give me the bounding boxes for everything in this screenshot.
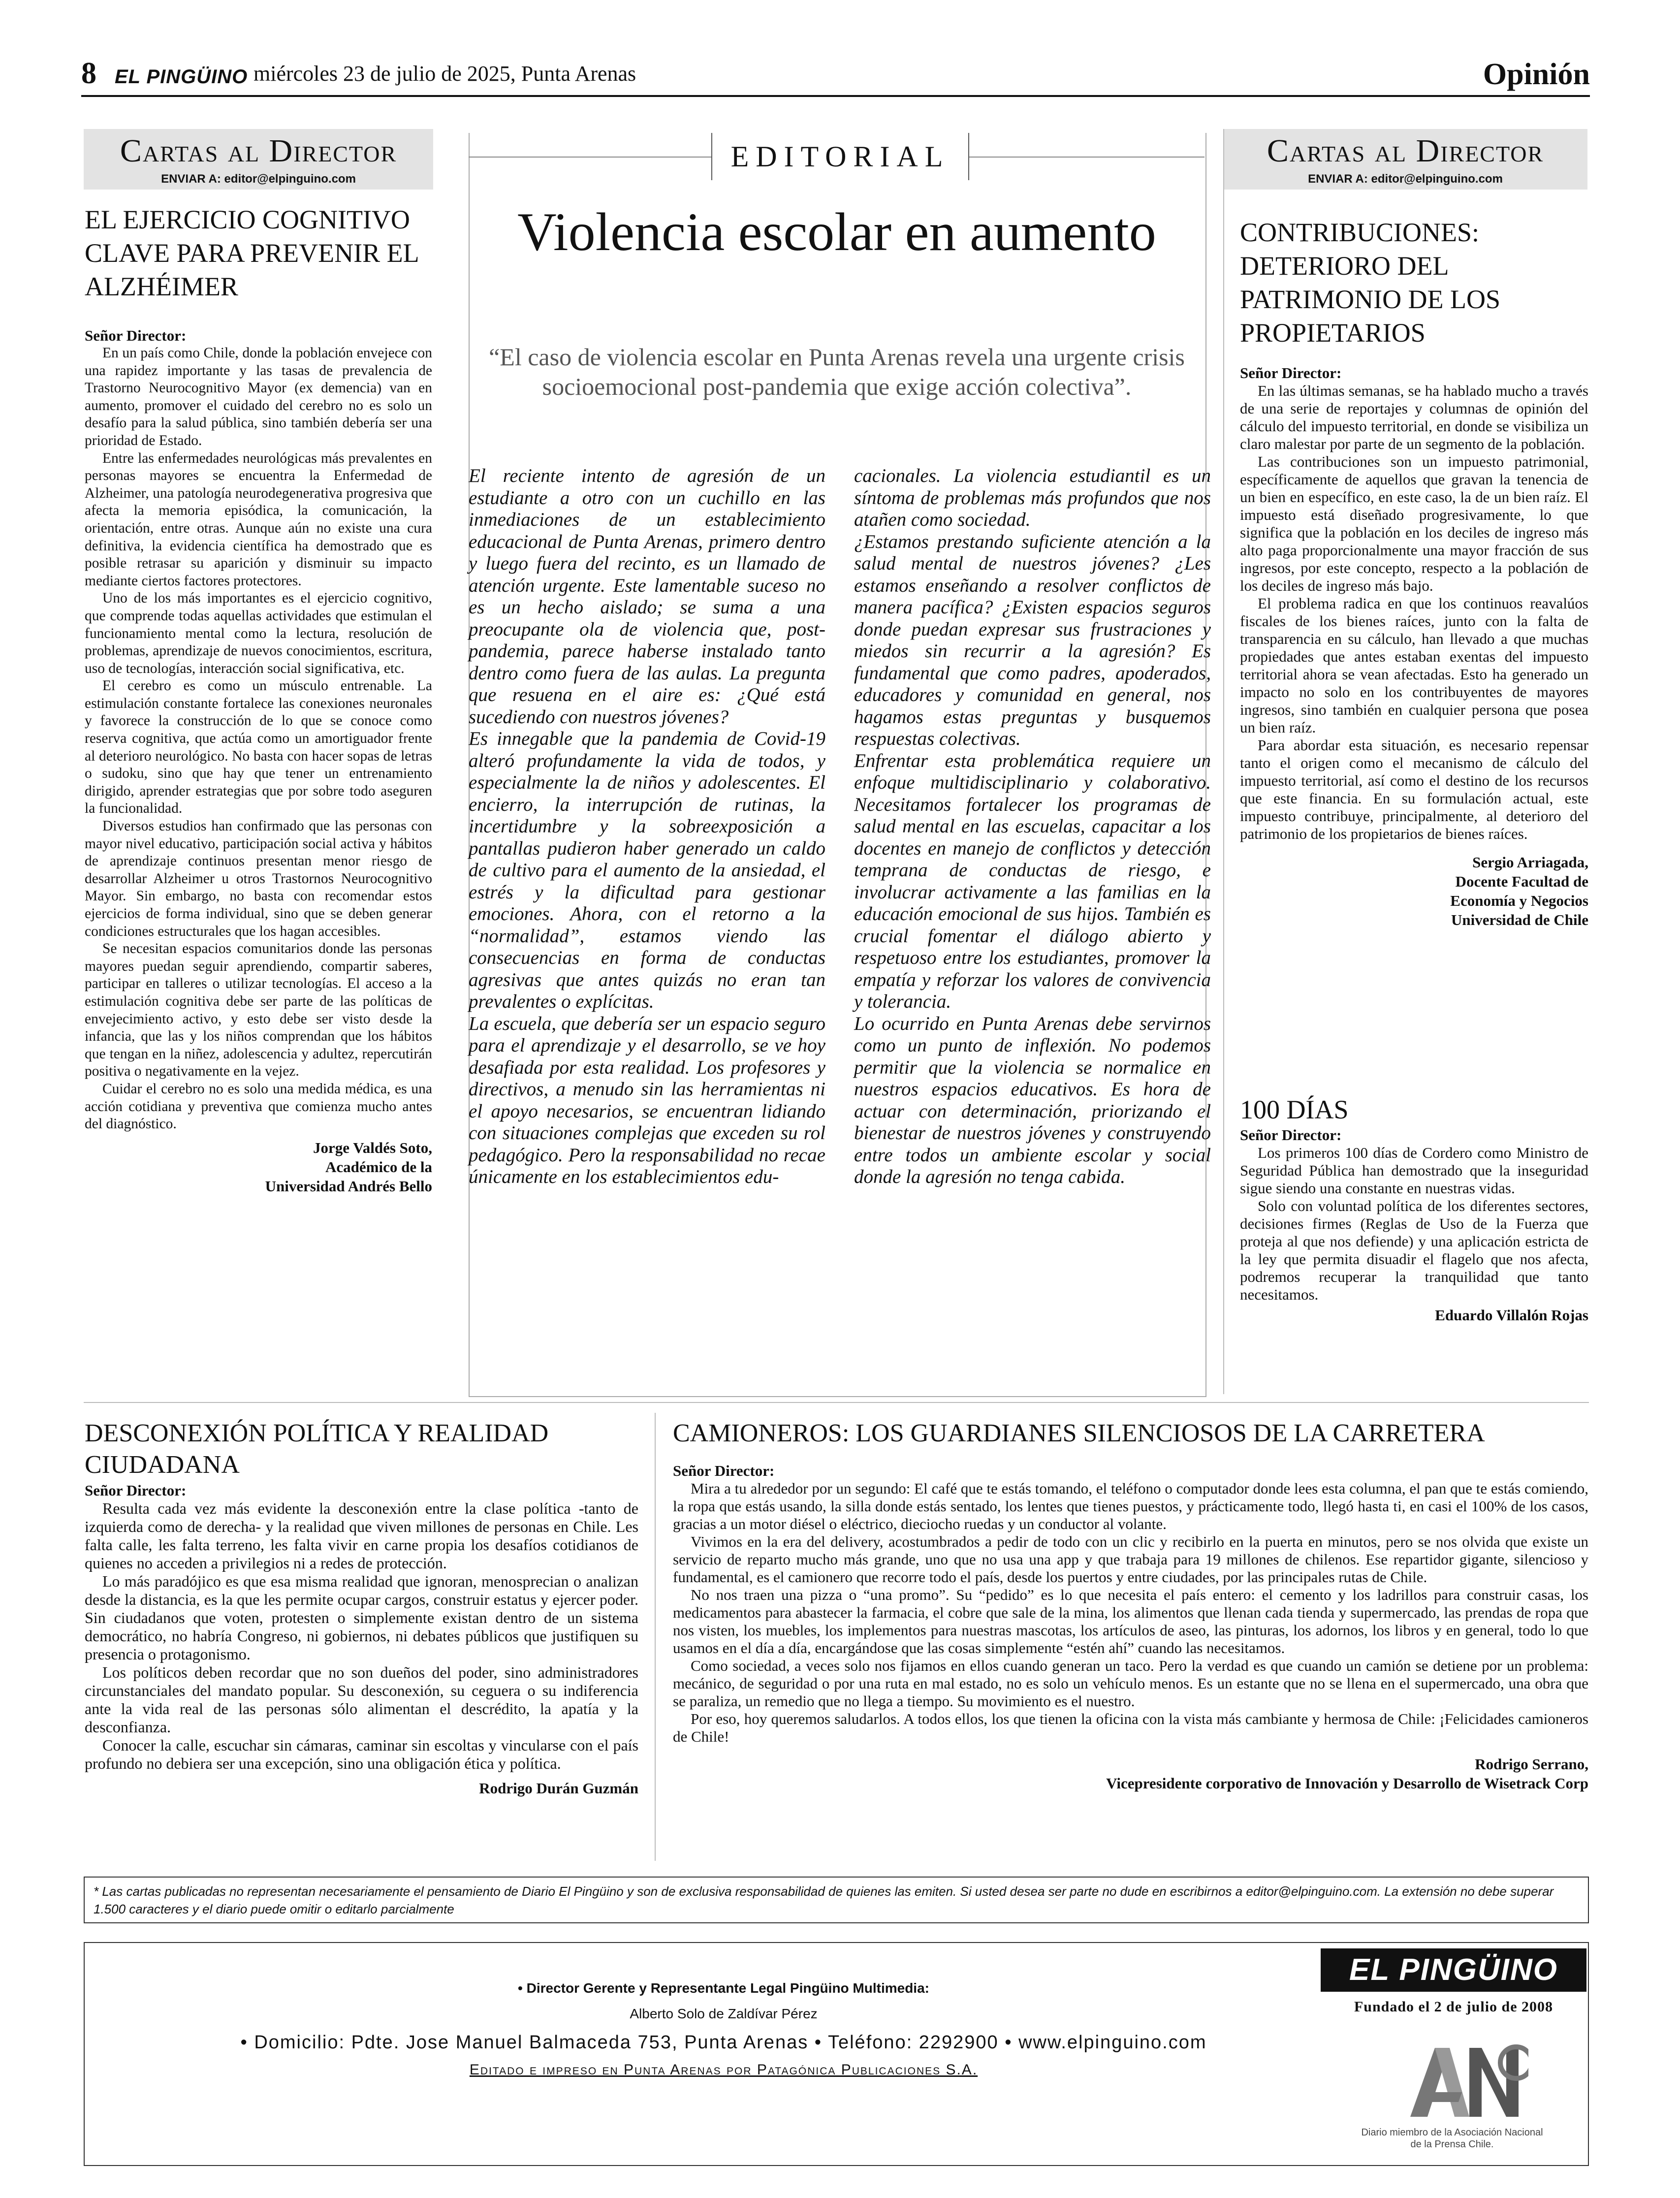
letter-signature: Jorge Valdés Soto, Académico de la Universidad Andrés Bello [265,1139,432,1195]
letter-signature: Sergio Arriagada, Docente Facultad de Economía y Negocios Universidad de Chile [1450,854,1588,928]
masthead-brand: EL PINGÜINO [115,66,248,88]
founded-date: Fundado el 2 de julio de 2008 [1354,1999,1553,2015]
header-rule [81,95,1590,97]
letter-body [85,345,432,1133]
letter-signature: Rodrigo Durán Guzmán [479,1780,638,1797]
paragraph: Como sociedad, a veces solo nos fijamos en ellos cuando generan un taco. Pero la verdad es que cuando un camión se detiene por un problema: mecánico, de seguridad o por una ruta en mal estado, no es solo un vehículo menos. Es un estante que no se llena en el supermercado, una obra que se paraliza, un remedio que no llega a tiempo. Su movimiento es el nuestro. [673,1657,1588,1710]
paragraph: Resulta cada vez más evidente la desconexión entre la clase política -tanto de izquierda como de derecha- y la realidad que viven millones de personas en Chile. Les falta calle, les falta terreno, les falta vivir en carne propia los desafíos cotidianos de quienes no acceden a privilegios ni a redes de protección. [85,1499,638,1572]
letter-heading: DESCONEXIÓN POLÍTICA Y REALIDAD CIUDADANA [85,1419,549,1479]
letter-greeting: Señor Director: [85,1482,187,1499]
letters-box-email: ENVIAR A: editor@elpinguino.com [161,172,356,186]
paragraph: Lo más paradójico es que esa misma realidad que ignoran, menosprecian o analizan desde la distancia, es la que les permite ocupar cargos, construir estatus y ejercer poder. Sin ciudadanos que voten, protesten o simplemente existan dentro de un sistema democrático, no habría Congreso, ni gobiernos, ni debates públicos que justifiquen su presencia o protagonismo. [85,1572,638,1663]
paragraph: cacionales. La violencia estudiantil es un síntoma de problemas más profundos que nos atañen como sociedad. [854,465,1211,530]
letter-heading: CONTRIBUCIONES: DETERIORO DEL PATRIMONIO DE LOS PROPIETARIOS [1240,218,1501,348]
letter-heading: CAMIONEROS: LOS GUARDIANES SILENCIOSOS DE LA CARRETERA [673,1419,1485,1447]
letter-body [85,1499,638,1773]
letter-100-dias [1240,1093,1588,1325]
paragraph: Mira a tu alrededor por un segundo: El café que te estás tomando, el teléfono o computador donde lees esta columna, el pan que te estás comiendo, la ropa que estás usando, la silla donde estás sentado, los lentes que tienes puestos, y prácticamente todo, llegó hasta ti, en casi el 100% de los casos, gracias a un motor diésel o eléctrico, dieciocho ruedas y un conductor al volante. [673,1480,1588,1532]
paragraph: El problema radica en que los continuos reavalúos fiscales de los bienes raíces, junto con la falta de transparencia en su cálculo, han llevado a que muchas propiedades que antes estaban exentas del impuesto territorial ahora se vean afectadas. Esto ha generado un impacto no solo en los contribuyentes de mayores ingresos, sino también en cualquier persona que posea un bien raíz. [1240,595,1588,736]
letter-signature: Rodrigo Serrano, Vicepresidente corporativo de Innovación y Desarrollo de Wisetrack Corp [1106,1755,1588,1792]
letter-greeting: Señor Director: [85,327,187,344]
letter-heading: EL EJERCICIO COGNITIVO CLAVE PARA PREVENIR EL ALZHÉIMER [85,205,418,301]
editorial-title: Violencia escolar en aumento [517,202,1156,262]
letter-signature: Eduardo Villalón Rojas [1435,1306,1588,1324]
section-title: Opinión [1483,58,1590,91]
editorial-label: EDITORIAL [711,133,969,180]
paragraph: La escuela, que debería ser un espacio seguro para el aprendizaje y el desarrollo, se ve hoy desafiada por esta realidad. Los profesores y directivos, a menudo sin las herramientas ni el apoyo necesarios, se encuentran lidiando con situaciones complejas que exceden su rol pedagógico. Pero la responsabilidad no recae únicamente en los establecimientos edu- [469,1013,825,1187]
paragraph: Es innegable que la pandemia de Covid-19 alteró profundamente la vida de todos, y especialmente la de niños y adolescentes. El encierro, la interrupción de rutinas, la incertidumbre y la sobreexposición a pantallas pudieron haber generado un caldo de cultivo para el aumento de la ansiedad, el estrés y la dificultad para gestionar emociones. Ahora, con el retorno a la “normalidad”, estamos viendo las consecuencias en forma de conductas agresivas que antes quizás no eran tan prevalentes o explícitas. [469,728,825,1012]
paragraph: Por eso, hoy queremos saludarlos. A todos ellos, los que tienen la oficina con la vista más cambiante y hermosa de Chile: ¡Felicidades camioneros de Chile! [673,1710,1588,1745]
letter-alzheimer [85,203,432,1196]
anp-caption: Diario miembro de la Asociación Nacional de la Prensa Chile. [1361,2127,1543,2150]
letter-greeting: Señor Director: [1240,1126,1342,1144]
letters-disclaimer: * Las cartas publicadas no representan necesariamente el pensamiento de Diario El Pingüino y son de exclusiva responsabilidad de quienes las emiten. Si usted desea ser parte no dude en escribirnos a editor@elpinguino.com. La extensión no debe superar 1.500 caracteres y el diario puede omitir o editarlo parcialmente [84,1877,1589,1923]
letters-box-right [1223,129,1587,190]
column-rule [655,1413,656,1861]
paragraph: Conocer la calle, escuchar sin cámaras, caminar sin escoltas y vincularse con el país profundo no debiera ser una excepción, sino una obligación ética y política. [85,1736,638,1772]
address-line: • Domicilio: Pdte. Jose Manuel Balmaceda 753, Punta Arenas • Teléfono: 2292900 • www.elpinguino.com [240,2032,1207,2053]
paragraph: Diversos estudios han confirmado que las personas con mayor nivel educativo, participación social activa y hábitos de aprendizaje continuos presentan menor riesgo de desarrollar Alzheimer u otros Trastornos Neurocognitivo Mayor. Sin embargo, no basta con recomendar estos ejercicios de forma individual, sino que se deben generar condiciones estructurales que los hagan accesibles. [85,818,432,939]
letter-body [673,1480,1588,1746]
paragraph: Cuidar el cerebro no es solo una medida médica, es una acción cotidiana y preventiva que comienza mucho antes del diagnóstico. [85,1081,432,1132]
dateline: miércoles 23 de julio de 2025, Punta Arenas [254,62,636,86]
letters-box-title: Cartas al Director [1267,133,1544,169]
column-rule [1223,129,1224,1394]
paragraph: Entre las enfermedades neurológicas más prevalentes en personas mayores se encuentra la Enfermedad de Alzheimer, una patología neurodegenerativa progresiva que afecta la memoria episódica, la comunicación, la orientación, entre otras. Aunque aún no existe una cura definitiva, la evidencia científica ha demostrado que es posible retrasar su aparición y disminuir su impacto mediante ciertos factores protectores. [85,450,432,589]
letters-box-title: Cartas al Director [120,133,397,169]
editorial-pull-quote: “El caso de violencia escolar en Punta Arenas revela una urgente crisis socioemocional post-pandemia que exige acción colectiva”. [489,343,1185,400]
paragraph: El cerebro es como un músculo entrenable. La estimulación constante fortalece las conexiones neuronales y favorece la construcción de lo que se conoce como reserva cognitiva, que actúa como un amortiguador frente al deterioro neurológico. No basta con hacer sopas de letras o sudoku, sino que hay que tener un entrenamiento dirigido, aprender estrategias que por sobre todo aseguren la funcionalidad. [85,678,432,817]
paragraph: No nos traen una pizza o “una promo”. Su “pedido” es lo que necesita el país entero: el cemento y los ladrillos para construir casas, los medicamentos para abastecer la farmacia, el cobre que sale de la mina, los alimentos que llenan cada tienda y supermercado, las prendas de ropa que nos visten, los muebles, los implementos para nuestras mascotas, los artículos de aseo, las pinturas, los adornos, los libros y en general, todo lo que usamos en el día a día, encargándose que las cosas simplemente “estén ahí” cuando las necesitamos. [673,1586,1588,1656]
anp-logo-icon [1400,2038,1528,2122]
letters-box-email: ENVIAR A: editor@elpinguino.com [1308,172,1503,186]
paragraph: ¿Estamos prestando suficiente atención a la salud mental de nuestros jóvenes? ¿Les estamos enseñando a resolver conflictos de manera pacífica? ¿Existen espacios seguros donde puedan expresar sus frustraciones y miedos sin recurrir a la agresión? Es fundamental que como padres, apoderados, educadores y comunidad en general, nos hagamos estas preguntas y busquemos respuestas colectivas. [854,531,1211,749]
paragraph: En un país como Chile, donde la población envejece con una rapidez importante y las tasas de prevalencia de Trastorno Neurocognitivo Mayor (ex demencia) van en aumento, promover el cuidado del cerebro no es solo un desafío para la salud pública, sino también debería ser una prioridad de Estado. [85,345,432,448]
paragraph: Solo con voluntad política de los diferentes sectores, decisiones firmes (Reglas de Uso de la Fuerza que proteja al que nos defiende) y una aplicación estricta de la ley que permita disuadir el flagelo que nos afecta, podremos recuperar la tranquilidad que tanto necesitamos. [1240,1197,1588,1303]
pinguino-logo: EL PINGÜINO [1321,1948,1586,1992]
paragraph: El reciente intento de agresión de un estudiante a otro con un cuchillo en las inmediaciones de un establecimiento educacional de Punta Arenas, primero dentro y luego fuera del recinto, es un llamado de atención urgente. Este lamentable suceso no es un hecho aislado; se suma a una preocupante ola de violencia que, post-pandemia, parece haberse instalado tanto dentro como fuera de las aulas. La pregunta que resuena en el aire es: ¿Qué está sucediendo con nuestros jóvenes? [469,465,825,728]
paragraph: Los políticos deben recordar que no son dueños del poder, sino administradores circunstanciales del mandato popular. Su desconexión, su ceguera o su indiferencia ante la vida real de las personas sólo alimentan el descrédito, la apatía y la desconfianza. [85,1663,638,1736]
letter-body [1240,1144,1588,1304]
letter-greeting: Señor Director: [673,1462,775,1479]
paragraph: Se necesitan espacios comunitarios donde las personas mayores puedan seguir aprendiendo, compartir saberes, participar en talleres o utilizar tecnologías. El acceso a la estimulación cognitiva debe ser parte de las políticas de envejecimiento activo, y esto debe ser visto desde la infancia, que las y los niños comprendan que los hábitos que tengan en la niñez, adolescencia y adultez, repercutirán positiva o negativamente en la vejez. [85,941,432,1080]
paragraph: En las últimas semanas, se ha hablado mucho a través de una serie de reportajes y columnas de opinión del cálculo del impuesto territorial, en donde se visibiliza un claro malestar por parte de un segmento de la población. [1240,382,1588,452]
letter-heading: 100 DÍAS [1240,1095,1349,1124]
printed-by: Editado e impreso en Punta Arenas por Patagónica Publicaciones S.A. [469,2062,978,2078]
letter-camioneros [673,1418,1588,1793]
letter-greeting: Señor Director: [1240,364,1342,382]
letters-box-left [84,129,433,190]
paragraph: Las contribuciones son un impuesto patrimonial, específicamente de aquellos que gravan la tenencia de un bien en específico, en este caso, la de un bien raíz. El impuesto está diseñado progresivamente, lo que significa que la población en los deciles de ingreso más alto paga proporcionalmente una mayor fracción de sus ingresos, por este concepto, respecto a la población de los deciles de ingreso más bajo. [1240,453,1588,594]
paragraph: Los primeros 100 días de Cordero como Ministro de Seguridad Pública han demostrado que la inseguridad sigue siendo una constante en nuestras vidas. [1240,1144,1588,1197]
paragraph: Uno de los más importantes es el ejercicio cognitivo, que comprende todas aquellas actividades que estimulan el funcionamiento mental como la lectura, resolución de problemas, aprendizaje de nuevos conocimientos, escritura, uso de tecnologías, interacción social significativa, etc. [85,590,432,676]
director-name: Alberto Solo de Zaldívar Pérez [630,2006,818,2021]
paragraph: Vivimos en la era del delivery, acostumbrados a pedir de todo con un clic y recibirlo en la puerta en minutos, pero se nos olvida que existe un servicio de reparto mucho más grande, uno que no usa una app y que trabaja para 19 millones de chilenos. Ese repartidor gigante, silencioso y fundamental, es el camionero que recorre todo el país, desde los puertos y entre ciudades, por las principales rutas de Chile. [673,1533,1588,1586]
letter-contribuciones [1240,216,1588,929]
section-rule [84,1402,1589,1403]
letter-desconexion [85,1418,638,1798]
letter-body [1240,382,1588,843]
page-number: 8 [81,57,96,90]
paragraph: Enfrentar esta problemática requiere un enfoque multidisciplinario y colaborativo. Necesitamos fortalecer los programas de salud mental en las escuelas, capacitar a los docentes en manejo de conflictos y detección temprana de conductas de riesgo, e involucrar activamente a las familias en la educación emocional de sus hijos. También es crucial fomentar el diálogo abierto y respetuoso entre los estudiantes, promover la empatía y reforzar los valores de convivencia y tolerancia. [854,750,1211,1012]
editorial-column-2 [854,465,1211,1188]
director-label: • Director Gerente y Representante Legal Pingüino Multimedia: [518,1980,929,1996]
editorial-column-1 [469,465,825,1188]
paragraph: Lo ocurrido en Punta Arenas debe servirnos como un punto de inflexión. No podemos permitir que la violencia se normalice en nuestros espacios educativos. Es hora de actuar con determinación, priorizando el bienestar de nuestros jóvenes y construyendo entre todos un ambiente escolar y social donde la agresión no tenga cabida. [854,1013,1211,1187]
paragraph: Para abordar esta situación, es necesario repensar tanto el origen como el mecanismo de cálculo del impuesto territorial, así como el destino de los recursos que este financia. En su formulación actual, este impuesto contribuye, principalmente, al deterioro del patrimonio de los propietarios de bienes raíces. [1240,736,1588,842]
